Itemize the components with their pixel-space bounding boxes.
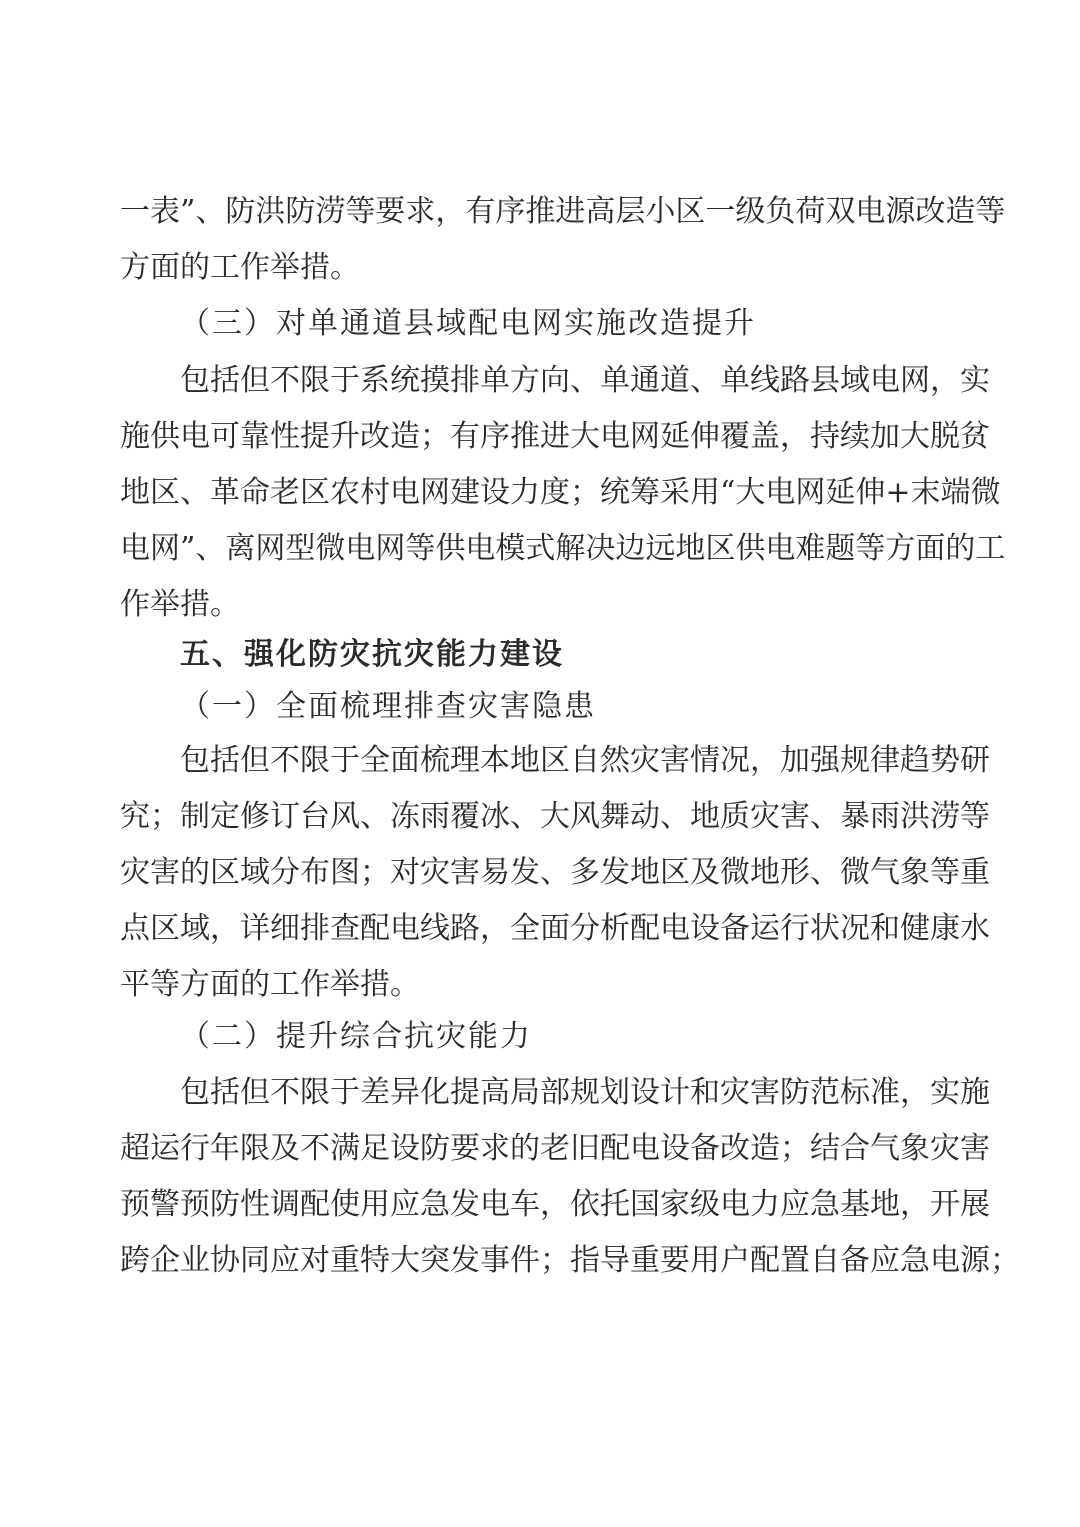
section-heading-5: 五、强化防灾抗灾能力建设 [180, 637, 564, 672]
subsection-heading-2: （二）提升综合抗灾能力 [180, 1019, 532, 1054]
paragraph-line: 跨企业协同应对重特大突发事件；指导重要用户配置自备应急电源； [120, 1243, 1020, 1278]
paragraph-line: 点区域，详细排查配电线路，全面分析配电设备运行状况和健康水 [120, 911, 990, 946]
paragraph-line: 施供电可靠性提升改造；有序推进大电网延伸覆盖，持续加大脱贫 [120, 419, 990, 454]
paragraph-line: 一表”、防洪防涝等要求，有序推进高层小区一级负荷双电源改造等 [120, 194, 1006, 229]
paragraph-line: 究；制定修订台风、冻雨覆冰、大风舞动、地质灾害、暴雨洪涝等 [120, 799, 990, 834]
paragraph-line: 预警预防性调配使用应急发电车，依托国家级电力应急基地，开展 [120, 1187, 990, 1222]
paragraph-line: 电网”、离网型微电网等供电模式解决边远地区供电难题等方面的工 [120, 531, 1006, 566]
paragraph-line: 包括但不限于系统摸排单方向、单通道、单线路县域电网，实 [180, 363, 990, 398]
subsection-heading-3: （三）对单通道县域配电网实施改造提升 [180, 306, 756, 341]
paragraph-line: 超运行年限及不满足设防要求的老旧配电设备改造；结合气象灾害 [120, 1131, 990, 1166]
paragraph-line: 灾害的区域分布图；对灾害易发、多发地区及微地形、微气象等重 [120, 855, 990, 890]
paragraph-line: 包括但不限于差异化提高局部规划设计和灾害防范标准，实施 [180, 1075, 990, 1110]
paragraph-line: 方面的工作举措。 [120, 250, 360, 285]
paragraph-line: 作举措。 [120, 587, 240, 622]
subsection-heading-1: （一）全面梳理排查灾害隐患 [180, 689, 596, 724]
paragraph-line: 地区、革命老区农村电网建设力度；统筹采用“大电网延伸+末端微 [120, 475, 1001, 510]
paragraph-line: 包括但不限于全面梳理本地区自然灾害情况，加强规律趋势研 [180, 743, 990, 778]
paragraph-line: 平等方面的工作举措。 [120, 967, 420, 1002]
